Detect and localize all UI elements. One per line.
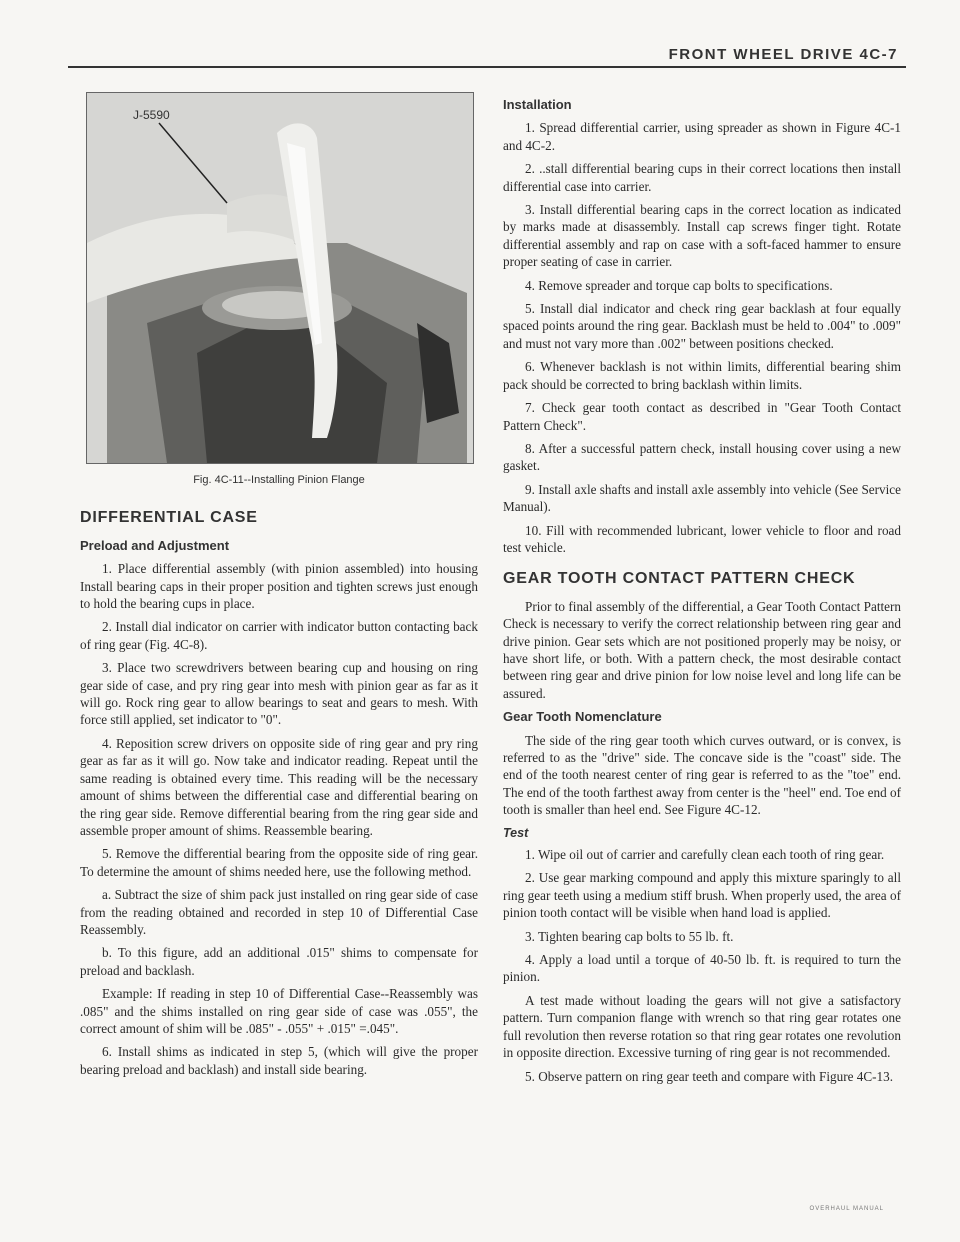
paragraph: 10. Fill with recommended lubricant, lower vehicle to floor and road test vehicle.	[503, 522, 901, 555]
paragraph: 9. Install axle shafts and install axle assembly into vehicle (See Service Manual).	[503, 481, 901, 515]
page-header-title: FRONT WHEEL DRIVE 4C-7	[668, 46, 898, 63]
paragraph: a. Subtract the size of shim pack just installed on ring gear side of case from the reading obtained and recorded in step 10 of Differential Case Reassembly.	[80, 887, 478, 937]
tool-number-label: J-5590	[133, 108, 170, 122]
paragraph: 3. Tighten bearing cap bolts to 55 lb. ft.	[525, 928, 734, 944]
paragraph: A test made without loading the gears will not give a satisfactory pattern. Turn companion flange with wrench so that ring gear rotates one full revolution then reverse rotation so that ring gear rotates one revolution in opposite direction. Excessive turning of ring gear is not recommended.	[503, 992, 901, 1061]
paragraph: 2. ..stall differential bearing cups in their correct locations then install differential case into carrier.	[503, 161, 901, 194]
paragraph: 3. Place two screwdrivers between bearing cup and housing on ring gear side of case, and pry ring gear into mesh with pinion gear as far as it will go. Rock ring gear to allow bearings to seat and gears to mesh. With force still applied, set indicator to "0".	[80, 660, 478, 728]
paragraph: 2. Install dial indicator on carrier with indicator button contacting back of ring gear (Fig. 4C-8).	[80, 619, 478, 652]
figure-caption: Fig. 4C-11--Installing Pinion Flange	[193, 474, 365, 486]
footer-mark: OVERHAUL MANUAL	[809, 1206, 884, 1212]
paragraph: 1. Spread differential carrier, using spreader as shown in Figure 4C-1 and 4C-2.	[503, 120, 901, 153]
section-title-differential-case: DIFFERENTIAL CASE	[80, 509, 258, 527]
paragraph: 3. Install differential bearing caps in the correct location as indicated by marks made at disassembly. Install cap screws finger tight. Rotate differential assembly and rap on case with a soft-faced hammer to ensure proper seating of case in carrier.	[503, 202, 901, 270]
subtitle-nomenclature: Gear Tooth Nomenclature	[503, 709, 662, 725]
paragraph: 4. Reposition screw drivers on opposite side of ring gear and pry ring gear as far as it will go. Now take and indicator reading. Repeat until the same reading is obtained every time. This reading will be the necessary amount of shims between the differential case and differential bearing on the ring gear side. Remove differential bearing from the ring gear side and assemble proper amount of shims. Reassemble bearing.	[80, 735, 478, 838]
section-title-gear-tooth: GEAR TOOTH CONTACT PATTERN CHECK	[503, 570, 856, 588]
left-column	[80, 92, 478, 1084]
subtitle-installation: Installation	[503, 97, 572, 112]
figure-illustration	[86, 92, 474, 464]
paragraph: 5. Install dial indicator and check ring gear backlash at four equally spaced points around the ring gear. Backlash must be held to .004" to .009" and must not vary more than .002" between positions checked.	[503, 301, 901, 351]
paragraph: 6. Install shims as indicated in step 5, (which will give the proper bearing preload and backlash) and install side bearing.	[80, 1044, 478, 1077]
subtitle-test: Test	[503, 825, 529, 840]
paragraph: 7. Check gear tooth contact as described in "Gear Tooth Contact Pattern Check".	[503, 400, 901, 433]
pinion-flange-illustration	[87, 93, 473, 463]
paragraph: The side of the ring gear tooth which curves outward, or is convex, is referred to as the "drive" side. The concave side is the "coast" side. The end of the tooth nearest center of ring gear is referred to as the "toe" end. The end of the tooth farthest away from center is the "heel" end. Toe end of tooth is smaller than heel end. See Figure 4C-12.	[503, 732, 901, 818]
subtitle-preload: Preload and Adjustment	[80, 537, 230, 553]
paragraph: 5. Remove the differential bearing from the opposite side of ring gear. To determine the amount of shims needed here, use the following method.	[80, 846, 478, 879]
paragraph: 1. Wipe oil out of carrier and carefully clean each tooth of ring gear.	[525, 847, 885, 863]
paragraph: 4. Remove spreader and torque cap bolts to specifications.	[525, 277, 833, 293]
paragraph: Example: If reading in step 10 of Differential Case--Reassembly was .085" and the shims installed on ring gear side of case was .055", the correct amount of shim will be .085" - .055" + .015" =.045".	[80, 986, 478, 1036]
paragraph: 6. Whenever backlash is not within limits, differential bearing shim pack should be corrected to bring backlash within limits.	[503, 359, 901, 392]
paragraph: 8. After a successful pattern check, install housing cover using a new gasket.	[503, 440, 901, 474]
right-column	[503, 94, 901, 1091]
paragraph: 4. Apply a load until a torque of 40-50 lb. ft. is required to turn the pinion.	[503, 952, 901, 985]
paragraph: b. To this figure, add an additional .015" shims to compensate for preload and backlash.	[80, 945, 478, 978]
header-rule	[68, 66, 906, 68]
paragraph: Prior to final assembly of the differential, a Gear Tooth Contact Pattern Check is necessary to verify the correct relationship between ring gear and drive pinion. Gear sets which are not positioned properly may be noisy, or have short life, or both. With a pattern check, the most desirable contact between ring gear and drive pinion for low noise level and long life can be assured.	[503, 598, 901, 701]
paragraph: 5. Observe pattern on ring gear teeth and compare with Figure 4C-13.	[525, 1068, 894, 1084]
paragraph: 1. Place differential assembly (with pinion assembled) into housing Install bearing caps in their proper position and tighten screws just enough to hold the bearing cups in place.	[80, 561, 478, 612]
paragraph: 2. Use gear marking compound and apply this mixture sparingly to all ring gear teeth using a medium stiff brush. When properly used, the area of pinion tooth contact will be visible when hand load is applied.	[503, 870, 901, 921]
